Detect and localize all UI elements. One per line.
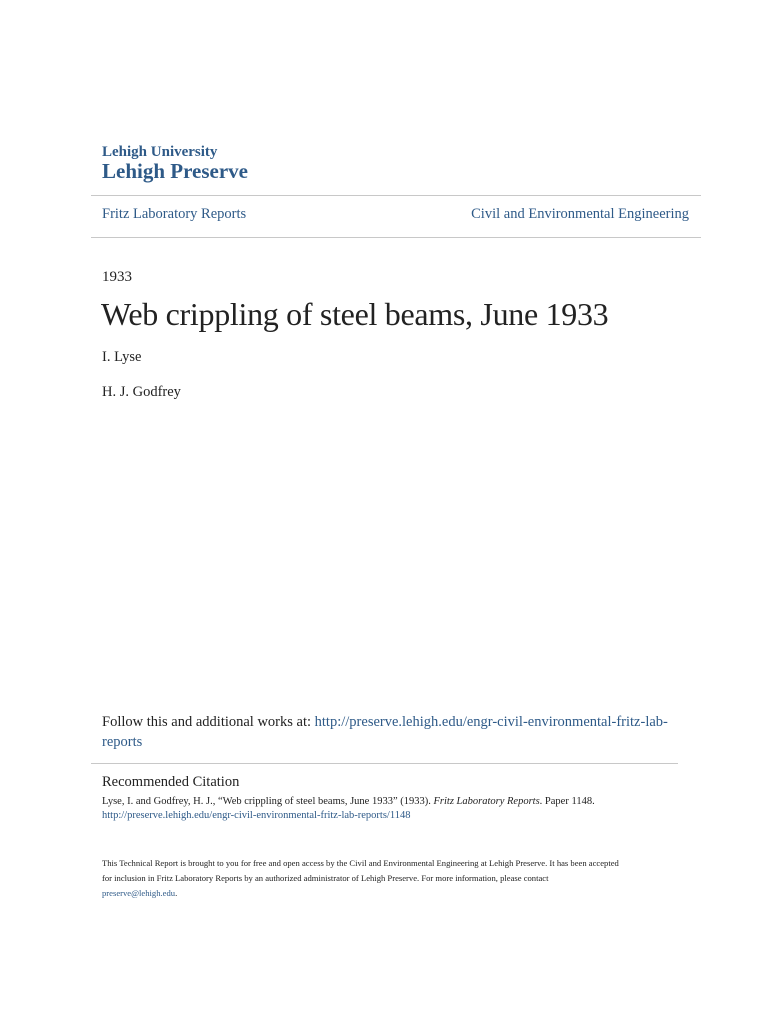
follow-prefix: Follow this and additional works at: (102, 714, 315, 730)
follow-section (102, 712, 677, 752)
contact-email-link[interactable]: preserve@lehigh.edu (102, 888, 176, 898)
nav-divider (91, 237, 701, 238)
disclaimer-line-1: This Technical Report is brought to you for free and open access by the Civil and Environmental Engineering at Lehigh Preserve. It has been accepted (102, 858, 619, 868)
disclaimer-line-2: for inclusion in Fritz Laboratory Reports by an authorized administrator of Lehigh Preserve. For more information, please contact (102, 873, 549, 883)
publication-year: 1933 (102, 269, 132, 285)
access-disclaimer (102, 856, 682, 901)
citation-text (102, 796, 595, 807)
email-suffix: . (175, 888, 178, 898)
disclaimer-line-3 (102, 886, 682, 901)
citation-text-after: . Paper 1148. (539, 796, 595, 807)
document-title: Web crippling of steel beams, June 1933 (101, 296, 609, 332)
repository-name[interactable]: Lehigh Preserve (102, 159, 248, 183)
university-name: Lehigh University (102, 144, 218, 160)
citation-journal: Fritz Laboratory Reports (433, 796, 540, 807)
citation-heading: Recommended Citation (102, 774, 240, 790)
citation-divider (91, 763, 678, 764)
fritz-lab-reports-link[interactable]: Fritz Laboratory Reports (102, 206, 247, 222)
top-divider (91, 195, 701, 196)
follow-url-part2[interactable]: reports (102, 734, 143, 750)
civil-env-engineering-link[interactable]: Civil and Environmental Engineering (471, 206, 689, 222)
citation-text-before: Lyse, I. and Godfrey, H. J., “Web crippling of steel beams, June 1933” (1933). (102, 796, 434, 807)
author-1: I. Lyse (102, 349, 142, 365)
author-2: H. J. Godfrey (102, 384, 181, 400)
citation-url-link[interactable]: http://preserve.lehigh.edu/engr-civil-environmental-fritz-lab-reports/1148 (102, 810, 411, 821)
follow-url-part1[interactable]: http://preserve.lehigh.edu/engr-civil-environmental-fritz-lab- (314, 714, 668, 730)
